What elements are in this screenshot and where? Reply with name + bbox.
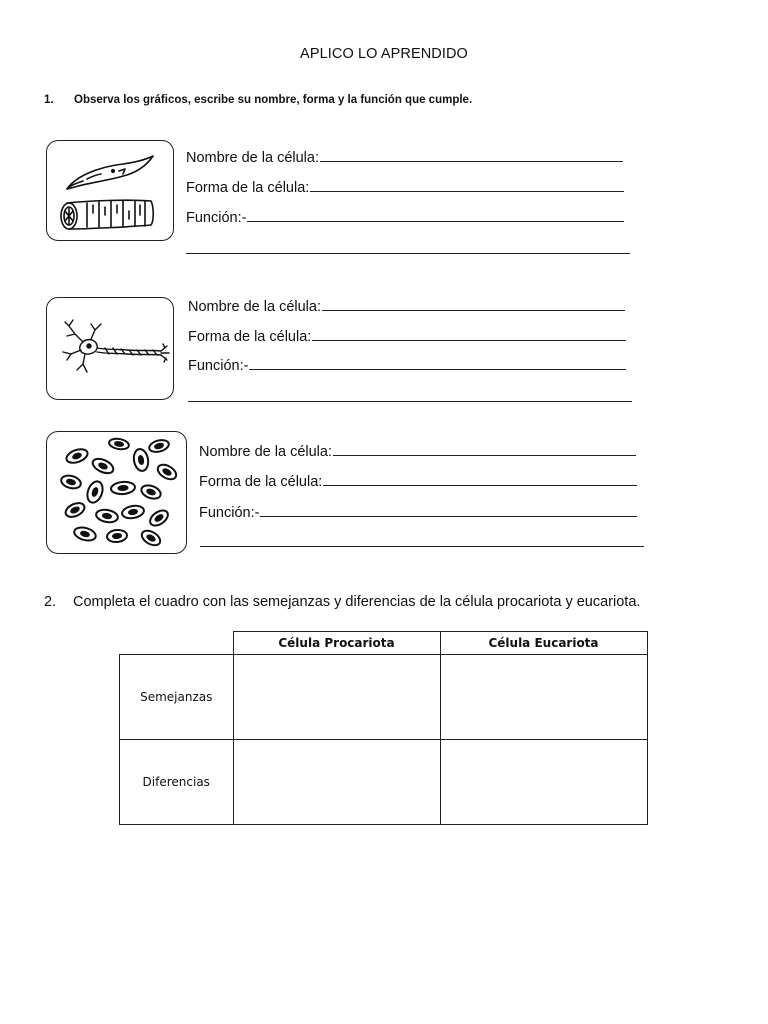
neuron-drawing bbox=[47, 298, 175, 401]
cell-3-function-extra-line[interactable] bbox=[200, 545, 644, 547]
question-2-number: 2. bbox=[44, 594, 57, 610]
question-2 bbox=[44, 594, 640, 610]
table-row-semejanzas bbox=[120, 655, 648, 740]
cell-1-name-label: Nombre de la célula: bbox=[186, 150, 319, 166]
cell-3-name-line bbox=[199, 441, 636, 460]
cell-1-function-line bbox=[186, 207, 624, 226]
cell-1-shape-line bbox=[186, 177, 624, 196]
table-row-diferencias bbox=[120, 740, 648, 825]
neuron-illustration bbox=[46, 297, 174, 400]
cell-3-name-label: Nombre de la célula: bbox=[199, 444, 332, 460]
cell-1-shape-label: Forma de la célula: bbox=[186, 180, 310, 196]
cell-2-name-line bbox=[188, 296, 625, 315]
cell-semejanzas-eucariota[interactable] bbox=[440, 655, 647, 740]
cell-2-function-label: Función:- bbox=[188, 358, 249, 374]
page-title: APLICO LO APRENDIDO bbox=[300, 46, 468, 62]
cell-3-function-label: Función:- bbox=[199, 505, 260, 521]
cell-2-function-extra-line[interactable] bbox=[188, 400, 632, 402]
table-header-row bbox=[120, 632, 648, 655]
table-corner-cell bbox=[120, 632, 234, 655]
cell-1-name-line bbox=[186, 147, 623, 166]
red-blood-cells-illustration bbox=[46, 431, 187, 554]
row-header-semejanzas: Semejanzas bbox=[120, 655, 234, 740]
cell-2-function-line bbox=[188, 355, 626, 374]
cell-diferencias-procariota[interactable] bbox=[233, 740, 440, 825]
cell-3-shape-field[interactable] bbox=[323, 471, 637, 486]
question-1-text: Observa los gráficos, escribe su nombre, forma y la función que cumple. bbox=[74, 94, 473, 106]
cell-3-function-line bbox=[199, 502, 637, 521]
cell-2-function-field[interactable] bbox=[249, 355, 626, 370]
row-header-diferencias: Diferencias bbox=[120, 740, 234, 825]
cell-semejanzas-procariota[interactable] bbox=[233, 655, 440, 740]
cell-2-shape-field[interactable] bbox=[312, 326, 626, 341]
cell-3-function-field[interactable] bbox=[260, 502, 637, 517]
cell-2-shape-label: Forma de la célula: bbox=[188, 329, 312, 345]
red-blood-cells-drawing bbox=[47, 432, 188, 555]
muscle-cell-illustration bbox=[46, 140, 174, 241]
column-header-eucariota: Célula Eucariota bbox=[440, 632, 647, 655]
column-header-procariota: Célula Procariota bbox=[233, 632, 440, 655]
muscle-cell-drawing bbox=[47, 141, 175, 242]
cell-2-shape-line bbox=[188, 326, 626, 345]
comparison-table bbox=[119, 631, 648, 825]
cell-1-shape-field[interactable] bbox=[310, 177, 624, 192]
cell-1-function-field[interactable] bbox=[247, 207, 624, 222]
cell-3-shape-line bbox=[199, 471, 637, 490]
cell-2-name-label: Nombre de la célula: bbox=[188, 299, 321, 315]
cell-1-name-field[interactable] bbox=[320, 147, 623, 162]
question-2-text: Completa el cuadro con las semejanzas y diferencias de la célula procariota y eucariota. bbox=[73, 594, 641, 610]
cell-3-name-field[interactable] bbox=[333, 441, 636, 456]
question-1 bbox=[44, 94, 472, 106]
cell-diferencias-eucariota[interactable] bbox=[440, 740, 647, 825]
cell-1-function-label: Función:- bbox=[186, 210, 247, 226]
question-1-number: 1. bbox=[44, 94, 54, 106]
cell-2-name-field[interactable] bbox=[322, 296, 625, 311]
cell-1-function-extra-line[interactable] bbox=[186, 252, 630, 254]
cell-3-shape-label: Forma de la célula: bbox=[199, 474, 323, 490]
